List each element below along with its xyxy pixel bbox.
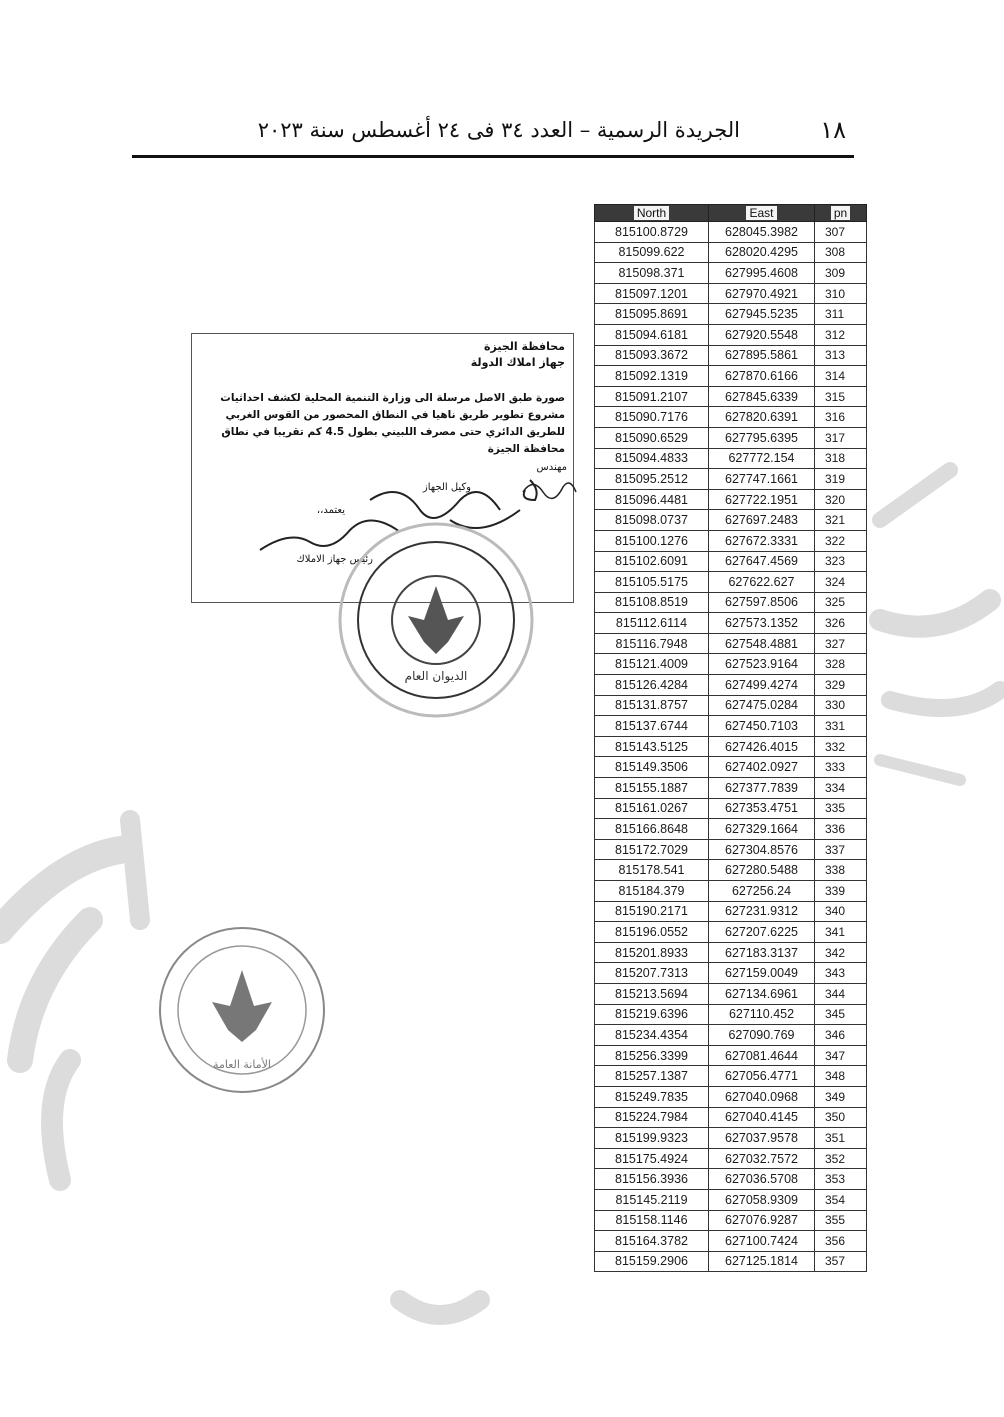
cell-north: 815184.379 bbox=[595, 881, 709, 902]
cell-east: 627499.4274 bbox=[709, 675, 815, 696]
cell-north: 815090.6529 bbox=[595, 427, 709, 448]
table-row bbox=[595, 1025, 867, 1046]
cell-east: 627377.7839 bbox=[709, 778, 815, 799]
governorate-seal bbox=[336, 520, 536, 720]
page-header bbox=[132, 112, 852, 156]
cell-north: 815096.4481 bbox=[595, 489, 709, 510]
cell-north: 815105.5175 bbox=[595, 572, 709, 593]
running-title: الجريدة الرسمية – العدد ٣٤ فى ٢٤ أغسطس سنة ٢٠٢٣ bbox=[257, 118, 740, 142]
table-row bbox=[595, 345, 867, 366]
cell-north: 815100.1276 bbox=[595, 530, 709, 551]
cell-north: 815164.3782 bbox=[595, 1231, 709, 1252]
cell-east: 627090.769 bbox=[709, 1025, 815, 1046]
table-row bbox=[595, 242, 867, 263]
letter-head: رئيس جهاز الاملاك bbox=[296, 554, 373, 565]
cell-pn: 320 bbox=[815, 489, 867, 510]
cell-north: 815196.0552 bbox=[595, 922, 709, 943]
cell-pn: 327 bbox=[815, 633, 867, 654]
table-row bbox=[595, 510, 867, 531]
cell-north: 815100.8729 bbox=[595, 222, 709, 243]
cell-pn: 350 bbox=[815, 1107, 867, 1128]
cell-east: 627573.1352 bbox=[709, 613, 815, 634]
cell-east: 627895.5861 bbox=[709, 345, 815, 366]
cell-east: 627231.9312 bbox=[709, 901, 815, 922]
table-row bbox=[595, 695, 867, 716]
letter-governorate: محافظة الجيزة bbox=[484, 340, 565, 353]
cell-north: 815257.1387 bbox=[595, 1066, 709, 1087]
cell-east: 627134.6961 bbox=[709, 983, 815, 1004]
engineer-signature bbox=[518, 472, 578, 512]
cell-east: 627037.9578 bbox=[709, 1128, 815, 1149]
table-row bbox=[595, 1189, 867, 1210]
table-row bbox=[595, 304, 867, 325]
cell-north: 815108.8519 bbox=[595, 592, 709, 613]
table-row bbox=[595, 778, 867, 799]
table-header-row bbox=[595, 205, 867, 222]
cell-pn: 330 bbox=[815, 695, 867, 716]
cell-pn: 322 bbox=[815, 530, 867, 551]
cell-pn: 332 bbox=[815, 736, 867, 757]
cell-north: 815199.9323 bbox=[595, 1128, 709, 1149]
cell-pn: 354 bbox=[815, 1189, 867, 1210]
cell-pn: 321 bbox=[815, 510, 867, 531]
cell-north: 815207.7313 bbox=[595, 963, 709, 984]
cell-north: 815224.7984 bbox=[595, 1107, 709, 1128]
cell-east: 627402.0927 bbox=[709, 757, 815, 778]
cell-east: 627159.0049 bbox=[709, 963, 815, 984]
cell-north: 815137.6744 bbox=[595, 716, 709, 737]
cell-north: 815201.8933 bbox=[595, 942, 709, 963]
cell-north: 815178.541 bbox=[595, 860, 709, 881]
cell-pn: 316 bbox=[815, 407, 867, 428]
cell-pn: 348 bbox=[815, 1066, 867, 1087]
cell-pn: 319 bbox=[815, 469, 867, 490]
table-row bbox=[595, 1251, 867, 1272]
cell-pn: 326 bbox=[815, 613, 867, 634]
table-row bbox=[595, 469, 867, 490]
table-row bbox=[595, 633, 867, 654]
cell-north: 815095.2512 bbox=[595, 469, 709, 490]
cell-east: 627845.6339 bbox=[709, 386, 815, 407]
cell-pn: 335 bbox=[815, 798, 867, 819]
cell-north: 815175.4924 bbox=[595, 1148, 709, 1169]
cell-pn: 315 bbox=[815, 386, 867, 407]
cell-pn: 342 bbox=[815, 942, 867, 963]
table-row bbox=[595, 283, 867, 304]
cell-east: 627995.4608 bbox=[709, 263, 815, 284]
header-rule bbox=[132, 155, 854, 158]
table-row bbox=[595, 407, 867, 428]
cell-north: 815112.6114 bbox=[595, 613, 709, 634]
cell-east: 627945.5235 bbox=[709, 304, 815, 325]
cell-east: 627523.9164 bbox=[709, 654, 815, 675]
cell-pn: 345 bbox=[815, 1004, 867, 1025]
cell-east: 627040.0968 bbox=[709, 1086, 815, 1107]
cell-pn: 312 bbox=[815, 324, 867, 345]
cell-east: 627450.7103 bbox=[709, 716, 815, 737]
table-row bbox=[595, 613, 867, 634]
table-row bbox=[595, 1066, 867, 1087]
cell-east: 627081.4644 bbox=[709, 1045, 815, 1066]
cell-pn: 331 bbox=[815, 716, 867, 737]
cell-east: 627795.6395 bbox=[709, 427, 815, 448]
cell-north: 815256.3399 bbox=[595, 1045, 709, 1066]
cell-north: 815102.6091 bbox=[595, 551, 709, 572]
cell-east: 627772.154 bbox=[709, 448, 815, 469]
cell-east: 627280.5488 bbox=[709, 860, 815, 881]
cell-pn: 339 bbox=[815, 881, 867, 902]
svg-text:الأمانة العامة: الأمانة العامة bbox=[213, 1058, 271, 1071]
coordinates-table-wrap bbox=[594, 204, 866, 1272]
table-row bbox=[595, 448, 867, 469]
table-row bbox=[595, 798, 867, 819]
cell-north: 815090.7176 bbox=[595, 407, 709, 428]
letter-engineer: مهندس bbox=[536, 462, 567, 473]
table-row bbox=[595, 263, 867, 284]
cell-north: 815094.4833 bbox=[595, 448, 709, 469]
header-north: North bbox=[595, 205, 709, 222]
table-row bbox=[595, 1231, 867, 1252]
table-row bbox=[595, 551, 867, 572]
cell-east: 627970.4921 bbox=[709, 283, 815, 304]
cell-east: 627032.7572 bbox=[709, 1148, 815, 1169]
cabinet-seal bbox=[152, 920, 332, 1100]
table-row bbox=[595, 366, 867, 387]
cell-north: 815249.7835 bbox=[595, 1086, 709, 1107]
table-row bbox=[595, 1148, 867, 1169]
letter-agent: وكيل الجهاز bbox=[422, 482, 471, 493]
table-row bbox=[595, 963, 867, 984]
table-row bbox=[595, 1086, 867, 1107]
cell-pn: 338 bbox=[815, 860, 867, 881]
table-row bbox=[595, 819, 867, 840]
cell-east: 627426.4015 bbox=[709, 736, 815, 757]
cell-north: 815143.5125 bbox=[595, 736, 709, 757]
table-row bbox=[595, 324, 867, 345]
coordinates-table bbox=[594, 204, 867, 1272]
table-row bbox=[595, 675, 867, 696]
cell-north: 815149.3506 bbox=[595, 757, 709, 778]
cell-north: 815158.1146 bbox=[595, 1210, 709, 1231]
cell-pn: 323 bbox=[815, 551, 867, 572]
cell-pn: 329 bbox=[815, 675, 867, 696]
cell-east: 628020.4295 bbox=[709, 242, 815, 263]
cell-east: 627475.0284 bbox=[709, 695, 815, 716]
table-row bbox=[595, 922, 867, 943]
table-row bbox=[595, 1107, 867, 1128]
table-row bbox=[595, 1004, 867, 1025]
cell-east: 627597.8506 bbox=[709, 592, 815, 613]
cell-east: 627125.1814 bbox=[709, 1251, 815, 1272]
cell-east: 627870.6166 bbox=[709, 366, 815, 387]
cell-pn: 340 bbox=[815, 901, 867, 922]
letter-body: صورة طبق الاصل مرسلة الى وزارة التنمية المحلية لكشف احداثيات مشروع تطوير طريق ناهيا في النطاق المحصور من القوس الغربي للطريق الدائري حتى مصرف اللبيني بطول 4.5 كم تقريبا في نطاق محافظة الجيزة bbox=[220, 392, 565, 455]
cell-pn: 309 bbox=[815, 263, 867, 284]
cell-east: 627110.452 bbox=[709, 1004, 815, 1025]
cell-north: 815190.2171 bbox=[595, 901, 709, 922]
table-row bbox=[595, 1210, 867, 1231]
cell-north: 815098.371 bbox=[595, 263, 709, 284]
cell-pn: 310 bbox=[815, 283, 867, 304]
cell-pn: 336 bbox=[815, 819, 867, 840]
table-row bbox=[595, 757, 867, 778]
cell-pn: 351 bbox=[815, 1128, 867, 1149]
header-pn: pn bbox=[815, 205, 867, 222]
cell-east: 627040.4145 bbox=[709, 1107, 815, 1128]
cell-north: 815219.6396 bbox=[595, 1004, 709, 1025]
cell-north: 815098.0737 bbox=[595, 510, 709, 531]
cell-pn: 318 bbox=[815, 448, 867, 469]
table-row bbox=[595, 839, 867, 860]
cell-east: 627304.8576 bbox=[709, 839, 815, 860]
header-east: East bbox=[709, 205, 815, 222]
cell-pn: 356 bbox=[815, 1231, 867, 1252]
table-row bbox=[595, 860, 867, 881]
table-row bbox=[595, 983, 867, 1004]
cell-east: 627036.5708 bbox=[709, 1169, 815, 1190]
table-row bbox=[595, 489, 867, 510]
cell-pn: 307 bbox=[815, 222, 867, 243]
page-number: ١٨ bbox=[820, 116, 846, 144]
cell-east: 627722.1951 bbox=[709, 489, 815, 510]
cell-pn: 353 bbox=[815, 1169, 867, 1190]
table-row bbox=[595, 427, 867, 448]
cell-north: 815161.0267 bbox=[595, 798, 709, 819]
cell-east: 627183.3137 bbox=[709, 942, 815, 963]
table-row bbox=[595, 716, 867, 737]
cell-pn: 317 bbox=[815, 427, 867, 448]
table-row bbox=[595, 572, 867, 593]
letter-department: جهاز املاك الدولة bbox=[470, 356, 565, 369]
cell-east: 627076.9287 bbox=[709, 1210, 815, 1231]
cell-pn: 308 bbox=[815, 242, 867, 263]
cell-pn: 337 bbox=[815, 839, 867, 860]
cell-east: 627207.6225 bbox=[709, 922, 815, 943]
cell-north: 815099.622 bbox=[595, 242, 709, 263]
cell-east: 628045.3982 bbox=[709, 222, 815, 243]
svg-text:الديوان العام: الديوان العام bbox=[404, 669, 468, 683]
cell-pn: 311 bbox=[815, 304, 867, 325]
table-row bbox=[595, 881, 867, 902]
cell-east: 627920.5548 bbox=[709, 324, 815, 345]
table-row bbox=[595, 1045, 867, 1066]
cell-east: 627353.4751 bbox=[709, 798, 815, 819]
cell-north: 815091.2107 bbox=[595, 386, 709, 407]
cell-north: 815092.1319 bbox=[595, 366, 709, 387]
cell-pn: 347 bbox=[815, 1045, 867, 1066]
table-row bbox=[595, 942, 867, 963]
cell-north: 815131.8757 bbox=[595, 695, 709, 716]
cell-east: 627548.4881 bbox=[709, 633, 815, 654]
cell-east: 627647.4569 bbox=[709, 551, 815, 572]
cell-pn: 355 bbox=[815, 1210, 867, 1231]
cell-north: 815213.5694 bbox=[595, 983, 709, 1004]
cell-east: 627820.6391 bbox=[709, 407, 815, 428]
cell-east: 627672.3331 bbox=[709, 530, 815, 551]
cell-pn: 346 bbox=[815, 1025, 867, 1046]
cell-east: 627622.627 bbox=[709, 572, 815, 593]
cell-pn: 333 bbox=[815, 757, 867, 778]
cell-pn: 313 bbox=[815, 345, 867, 366]
cell-north: 815126.4284 bbox=[595, 675, 709, 696]
cell-pn: 325 bbox=[815, 592, 867, 613]
cell-north: 815093.3672 bbox=[595, 345, 709, 366]
cell-pn: 314 bbox=[815, 366, 867, 387]
cell-north: 815116.7948 bbox=[595, 633, 709, 654]
table-row bbox=[595, 901, 867, 922]
table-row bbox=[595, 736, 867, 757]
cell-east: 627256.24 bbox=[709, 881, 815, 902]
cell-north: 815145.2119 bbox=[595, 1189, 709, 1210]
cell-north: 815166.8648 bbox=[595, 819, 709, 840]
cell-pn: 324 bbox=[815, 572, 867, 593]
cell-east: 627329.1664 bbox=[709, 819, 815, 840]
table-row bbox=[595, 592, 867, 613]
cell-pn: 343 bbox=[815, 963, 867, 984]
table-row bbox=[595, 222, 867, 243]
cell-pn: 357 bbox=[815, 1251, 867, 1272]
table-row bbox=[595, 654, 867, 675]
cell-north: 815156.3936 bbox=[595, 1169, 709, 1190]
table-row bbox=[595, 386, 867, 407]
cell-north: 815097.1201 bbox=[595, 283, 709, 304]
cell-pn: 341 bbox=[815, 922, 867, 943]
cell-north: 815094.6181 bbox=[595, 324, 709, 345]
table-row bbox=[595, 1128, 867, 1149]
cell-east: 627697.2483 bbox=[709, 510, 815, 531]
cell-north: 815234.4354 bbox=[595, 1025, 709, 1046]
cell-north: 815095.8691 bbox=[595, 304, 709, 325]
cell-east: 627100.7424 bbox=[709, 1231, 815, 1252]
cell-pn: 349 bbox=[815, 1086, 867, 1107]
table-row bbox=[595, 530, 867, 551]
cell-pn: 344 bbox=[815, 983, 867, 1004]
cell-north: 815172.7029 bbox=[595, 839, 709, 860]
cell-north: 815155.1887 bbox=[595, 778, 709, 799]
cell-north: 815159.2906 bbox=[595, 1251, 709, 1272]
cell-pn: 328 bbox=[815, 654, 867, 675]
cell-pn: 352 bbox=[815, 1148, 867, 1169]
cell-north: 815121.4009 bbox=[595, 654, 709, 675]
cell-east: 627056.4771 bbox=[709, 1066, 815, 1087]
cell-east: 627058.9309 bbox=[709, 1189, 815, 1210]
cell-east: 627747.1661 bbox=[709, 469, 815, 490]
table-row bbox=[595, 1169, 867, 1190]
letter-approved: يعتمد،، bbox=[316, 505, 345, 516]
cell-pn: 334 bbox=[815, 778, 867, 799]
